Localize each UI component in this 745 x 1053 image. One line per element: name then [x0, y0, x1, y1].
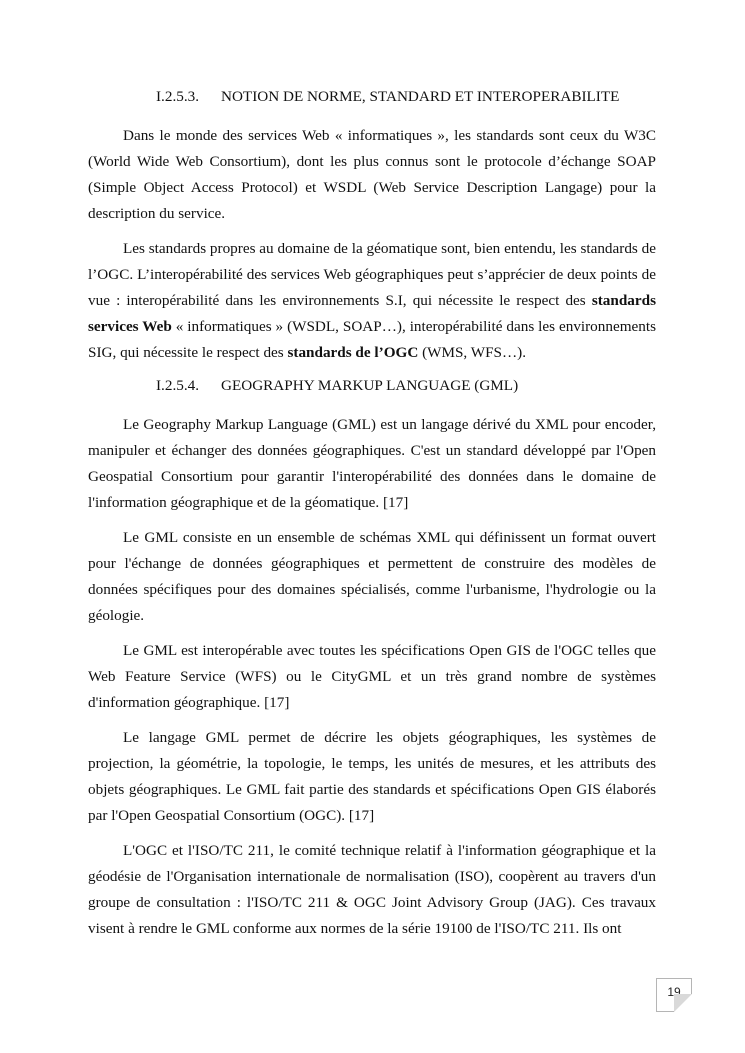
bold-text-run: standards services Web — [88, 292, 656, 335]
paragraph — [88, 725, 656, 829]
paragraph — [88, 638, 656, 716]
text-run: Le GML consiste en un ensemble de schémas XML qui définissent un format ouvert pour l'échange de données géographiques et permettent de construire des modèles de données spécifiques pour des domaines spécialisés, comme l'urbanisme, l'hydrologie ou la géologie. — [88, 529, 656, 624]
section-number: I.2.5.4. — [156, 377, 200, 394]
paragraph — [88, 123, 656, 227]
section-title: GEOGRAPHY MARKUP LANGUAGE (GML) — [221, 377, 519, 394]
section-heading — [88, 86, 656, 108]
page-number-box — [656, 978, 692, 1012]
section-title: NOTION DE NORME, STANDARD ET INTEROPERABILITE — [221, 88, 620, 105]
text-run: Le GML est interopérable avec toutes les spécifications Open GIS de l'OGC telles que Web Feature Service (WFS) ou le CityGML et un très grand nombre de systèmes d'information géographique. [17] — [88, 642, 656, 711]
bold-text-run: standards de l’OGC — [287, 344, 419, 361]
paragraph — [88, 412, 656, 516]
text-run: L'OGC et l'ISO/TC 211, le comité technique relatif à l'information géographique et la géodésie de l'Organisation internationale de normalisation (ISO), coopèrent au travers d'un groupe de consultation : l'ISO/TC 211 & OGC Joint Advisory Group (JAG). Ces travaux visent à rendre le GML conforme aux normes de la série 19100 de l'ISO/TC 211. Ils ont — [88, 842, 656, 937]
page-number: 19 — [667, 985, 681, 999]
text-run: (WMS, WFS…). — [418, 344, 527, 361]
page-content — [88, 86, 656, 951]
text-run: Le langage GML permet de décrire les objets géographiques, les systèmes de projection, la géométrie, la topologie, le temps, les unités de mesures, et les attributs des objets géographiques. Le GML fait partie des standards et spécifications Open GIS élaborés par l'Open Geospatial Consortium (OGC). [17] — [88, 729, 656, 824]
paragraph — [88, 838, 656, 942]
paragraph — [88, 236, 656, 366]
section-number: I.2.5.3. — [156, 88, 200, 105]
paragraph — [88, 525, 656, 629]
text-run: Dans le monde des services Web « informatiques », les standards sont ceux du W3C (World Wide Web Consortium), dont les plus connus sont le protocole d’échange SOAP (Simple Object Access Protocol) et WSDL (Web Service Description Langage) pour la description du service. — [88, 127, 656, 222]
section-heading — [88, 375, 656, 397]
text-run: « informatiques » (WSDL, SOAP…), interopérabilité dans les environnements SIG, qui nécessite le respect des — [88, 318, 656, 361]
text-run: Le Geography Markup Language (GML) est un langage dérivé du XML pour encoder, manipuler et échanger des données géographiques. C'est un standard développé par l'Open Geospatial Consortium pour garantir l'interopérabilité des données dans le domaine de l'information géographique et de la géomatique. [17] — [88, 416, 656, 511]
text-run: Les standards propres au domaine de la géomatique sont, bien entendu, les standards de l’OGC. L’interopérabilité des services Web géographiques peut s’apprécier de deux points de vue : interopérabilité dans les environnements S.I, qui nécessite le respect des — [88, 240, 656, 309]
page-curl-decoration — [674, 994, 692, 1012]
